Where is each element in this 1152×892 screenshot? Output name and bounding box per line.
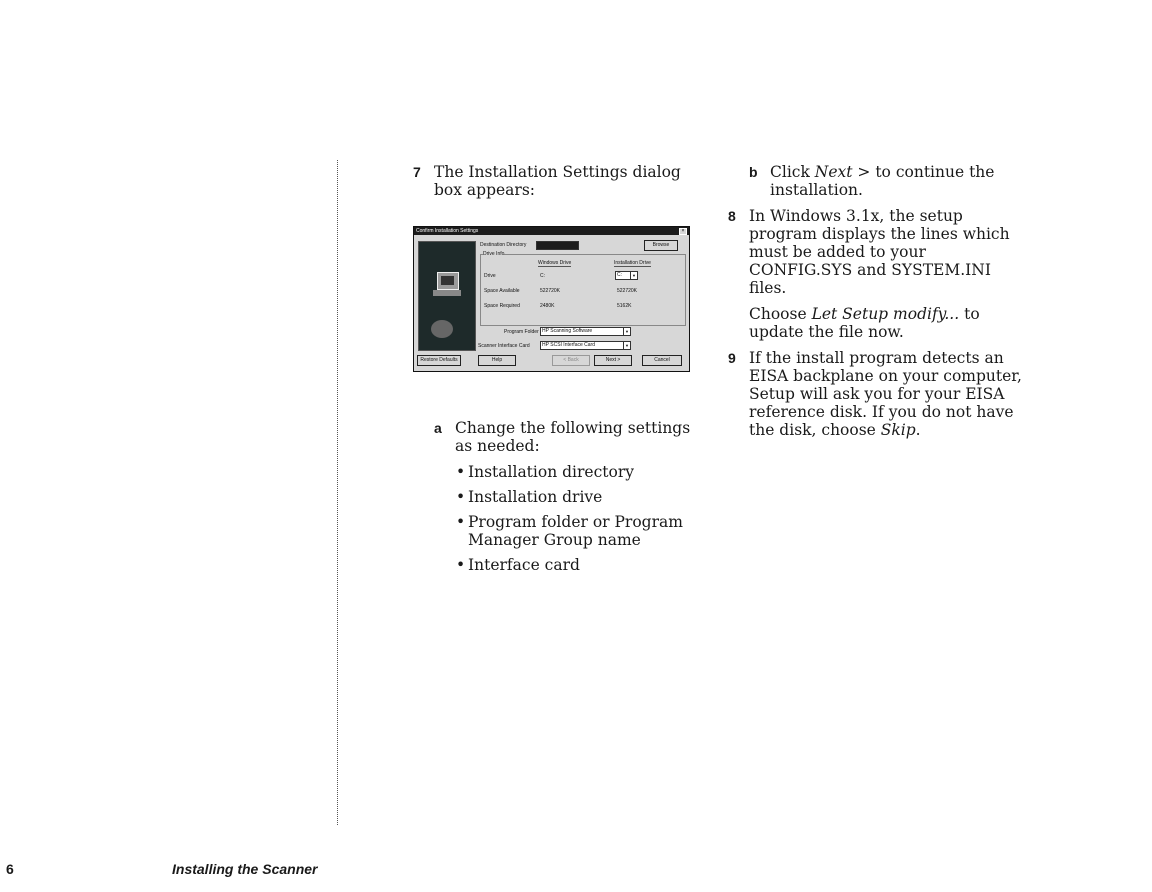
browse-button: Browse xyxy=(644,240,678,251)
space-required-windows: 2480K xyxy=(540,303,555,309)
dialog-title-bar xyxy=(414,227,689,235)
installation-settings-dialog-screenshot xyxy=(413,226,690,372)
substep-text: Change the following settings as needed: xyxy=(455,419,691,455)
next-button: Next > xyxy=(594,355,632,366)
step-text: The Installation Settings dialog box appears: xyxy=(434,163,681,199)
interface-card-select: HP SCSI Interface Card ▼ xyxy=(540,341,631,350)
drive-label: Drive xyxy=(484,273,496,279)
next-emphasis: Next > xyxy=(814,163,871,181)
program-folder-label: Program Folder xyxy=(504,329,539,335)
list-item: • Installation directory xyxy=(456,463,704,481)
drive-info-label: Drive Info xyxy=(483,251,505,257)
globe-icon xyxy=(431,320,453,338)
space-required-installation: 5162K xyxy=(617,303,632,309)
space-available-label: Space Available xyxy=(484,288,520,294)
dialog-title: Confirm Installation Settings xyxy=(416,228,479,234)
help-button: Help xyxy=(478,355,516,366)
step-number: 9 xyxy=(728,350,736,366)
step-7 xyxy=(413,163,708,199)
space-available-installation: 522720K xyxy=(617,288,638,294)
setup-illustration xyxy=(418,241,476,351)
close-icon: × xyxy=(679,228,687,235)
page-number: 6 xyxy=(6,861,14,877)
step-number: 7 xyxy=(413,164,421,180)
list-item: • Installation drive xyxy=(456,488,704,506)
step-7a xyxy=(434,419,704,455)
let-setup-modify-emphasis: Let Setup modify... xyxy=(811,305,960,323)
step-text: In Windows 3.1x, the setup program displays the lines which must be added to your CONFIG.SYS and SYSTEM.INI files. xyxy=(749,207,1010,297)
margin-dotted-rule xyxy=(337,160,338,825)
windows-drive-header: Windows Drive xyxy=(538,260,572,266)
computer-icon xyxy=(437,272,459,290)
list-item: • Program folder or Program Manager Group name xyxy=(456,513,704,549)
step-8-instruction: Choose Let Setup modify... to update the file now. xyxy=(749,305,980,341)
step-number: 8 xyxy=(728,208,736,224)
restore-defaults-button: Restore Defaults xyxy=(417,355,461,366)
interface-card-label: Scanner Interface Card xyxy=(478,343,530,349)
list-item: • Interface card xyxy=(456,556,704,574)
space-required-label: Space Required xyxy=(484,303,520,309)
step-7b: b Click Next > to continue the installation. xyxy=(749,163,995,199)
space-available-windows: 522720K xyxy=(540,288,561,294)
chevron-down-icon: ▼ xyxy=(623,342,630,349)
installation-drive-header: Installation Drive xyxy=(614,260,651,266)
drive-select: C: ▼ xyxy=(615,271,638,280)
skip-emphasis: Skip xyxy=(880,421,916,439)
substep-letter: b xyxy=(749,164,758,180)
chevron-down-icon: ▼ xyxy=(630,272,637,279)
drive-windows-value: C: xyxy=(540,273,545,279)
right-column xyxy=(728,163,1028,447)
back-button: < Back xyxy=(552,355,590,366)
program-folder-select: HP Scanning Software ▼ xyxy=(540,327,631,336)
step-8 xyxy=(728,207,1028,297)
settings-bullet-list xyxy=(434,463,704,574)
left-column xyxy=(413,163,708,207)
substep-letter: a xyxy=(434,420,442,436)
chevron-down-icon: ▼ xyxy=(623,328,630,335)
destination-label: Destination Directory xyxy=(480,242,527,248)
step-9: 9 If the install program detects an EISA backplane on your computer, Setup will ask you for your EISA reference disk. If you do not have the disk, choose Skip. xyxy=(728,349,1022,439)
running-footer-title: Installing the Scanner xyxy=(172,861,318,877)
step-7a-block xyxy=(434,419,704,581)
cancel-button: Cancel xyxy=(642,355,682,366)
destination-field xyxy=(536,241,579,250)
